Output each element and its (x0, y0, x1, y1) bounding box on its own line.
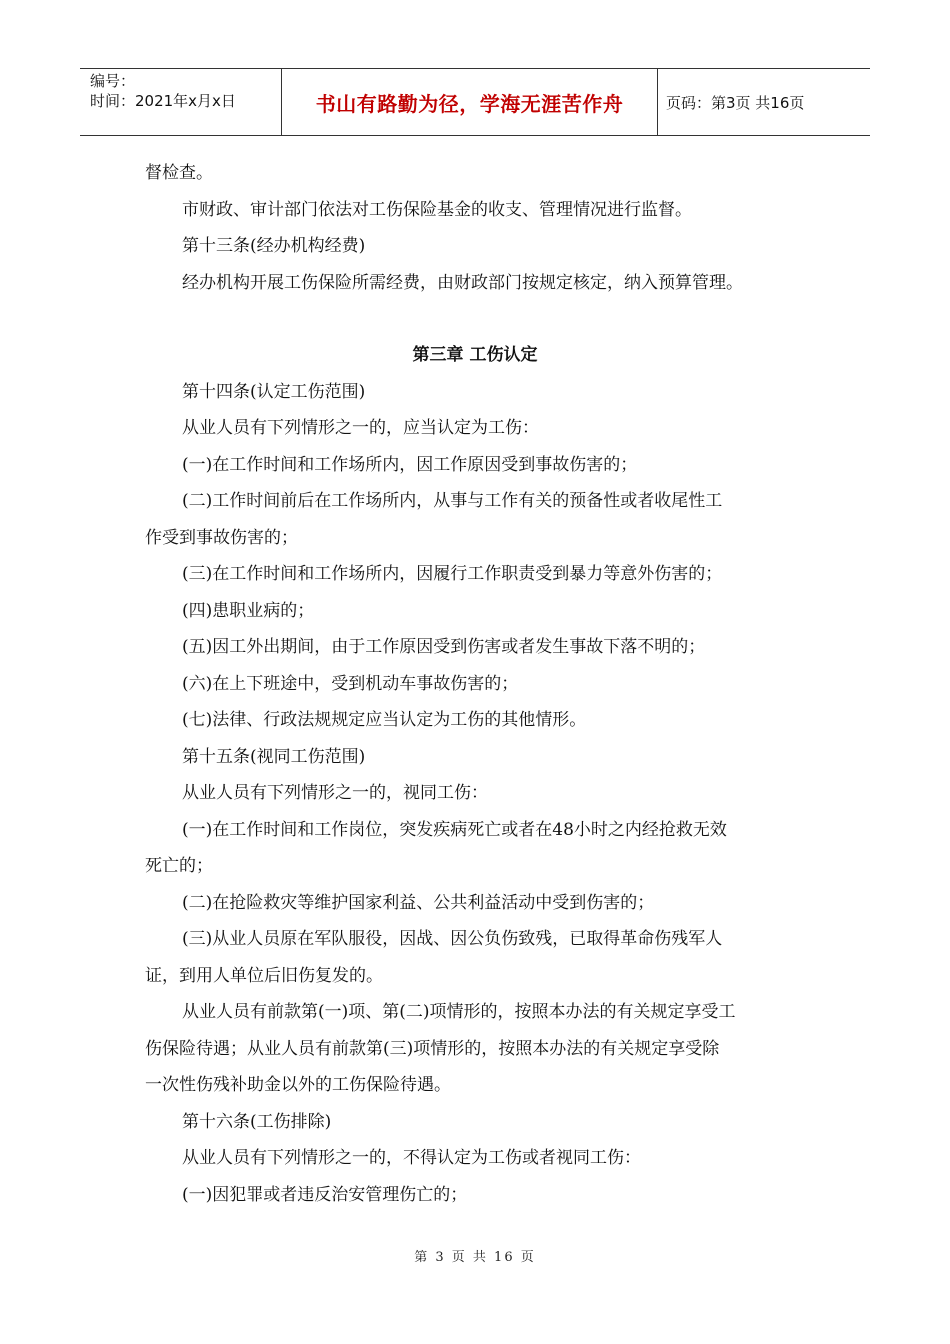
list-item: (七)法律、行政法规规定应当认定为工伤的其他情形。 (182, 710, 587, 730)
list-item: (一)在工作时间和工作场所内，因工作原因受到事故伤害的； (182, 454, 638, 475)
paragraph: 经办机构开展工伤保险所需经费，由财政部门按规定核定，纳入预算管理。 (182, 272, 743, 293)
header-page-info: 页码：第3页 共16页 (666, 93, 805, 112)
paragraph-continuation: 伤保险待遇；从业人员有前款第(三)项情形的，按照本办法的有关规定享受除 (145, 1038, 720, 1059)
paragraph-continuation: 一次性伤残补助金以外的工伤保险待遇。 (145, 1075, 451, 1095)
paragraph: 督检查。 (145, 163, 213, 183)
article-heading: 第十三条(经办机构经费) (182, 236, 366, 256)
article-heading: 第十六条(工伤排除) (182, 1111, 332, 1132)
list-item-continuation: 死亡的； (145, 856, 213, 876)
list-item: (三)在工作时间和工作场所内，因履行工作职责受到暴力等意外伤害的； (182, 564, 723, 584)
list-item: (二)工作时间前后在工作场所内，从事与工作有关的预备性或者收尾性工 (182, 491, 723, 511)
paragraph: 从业人员有下列情形之一的，视同工伤： (182, 783, 488, 803)
spacer (145, 301, 805, 337)
list-item: (二)在抢险救灾等维护国家利益、公共利益活动中受到伤害的； (182, 892, 655, 913)
paragraph: 从业人员有下列情形之一的，不得认定为工伤或者视同工伤： (182, 1148, 641, 1168)
document-header (80, 68, 870, 136)
list-item-continuation: 作受到事故伤害的； (145, 527, 298, 548)
list-item: (五)因工外出期间，由于工作原因受到伤害或者发生事故下落不明的； (182, 637, 706, 657)
paragraph: 从业人员有前款第(一)项、第(二)项情形的，按照本办法的有关规定享受工 (182, 1002, 736, 1022)
list-item: (一)在工作时间和工作岗位，突发疾病死亡或者在48小时之内经抢救无效 (182, 819, 727, 840)
header-motto: 书山有路勤为径，学海无涯苦作舟 (282, 69, 658, 135)
article-heading: 第十四条(认定工伤范围) (182, 381, 366, 402)
page-footer: 第 3 页 共 16 页 (414, 1250, 536, 1265)
list-item: (四)患职业病的； (182, 600, 315, 621)
list-item-continuation: 证，到用人单位后旧伤复发的。 (145, 965, 383, 986)
list-item: (三)从业人员原在军队服役，因战、因公负伤致残，已取得革命伤残军人 (182, 929, 723, 949)
paragraph: 市财政、审计部门依法对工伤保险基金的收支、管理情况进行监督。 (182, 199, 692, 220)
header-meta-cell (80, 69, 282, 135)
list-item: (一)因犯罪或者违反治安管理伤亡的； (182, 1184, 468, 1205)
document-body (145, 155, 805, 1213)
chapter-title: 第三章 工伤认定 (412, 345, 538, 365)
article-heading: 第十五条(视同工伤范围) (182, 746, 366, 767)
doc-number-label: 编号： (90, 72, 136, 90)
paragraph: 从业人员有下列情形之一的，应当认定为工伤： (182, 418, 539, 438)
doc-time-label: 时间：2021年x月x日 (90, 92, 236, 110)
list-item: (六)在上下班途中，受到机动车事故伤害的； (182, 673, 519, 694)
